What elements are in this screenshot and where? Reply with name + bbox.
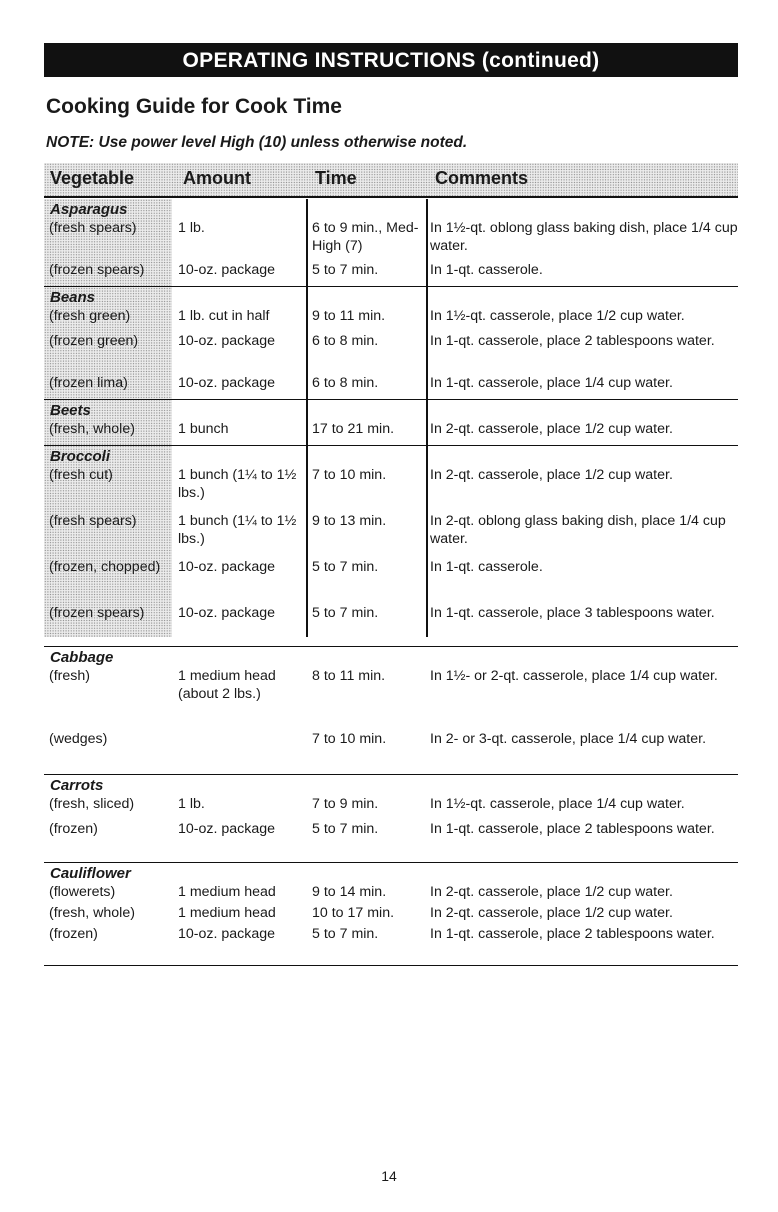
table-row [44, 730, 738, 774]
vegetable-cell: (fresh, whole) [49, 421, 135, 437]
amount-cell: 1 lb. [178, 796, 205, 812]
amount-cell: 10-oz. package [178, 375, 276, 391]
amount-cell: 1 lb. cut in half [178, 308, 270, 324]
table-row [44, 420, 738, 445]
table-row [44, 219, 738, 261]
amount-cell: 10-oz. package [178, 559, 276, 575]
power-note: NOTE: Use power level High (10) unless otherwise noted. [46, 134, 468, 151]
vegetable-group [44, 199, 738, 287]
vegetable-cell: (frozen) [49, 926, 98, 942]
table-row [44, 332, 738, 374]
vegetable-cell: (wedges) [49, 731, 108, 747]
comments-cell: In 1-qt. casserole. [430, 262, 543, 278]
time-cell: 7 to 10 min. [312, 731, 387, 747]
vegetable-cell: (fresh spears) [49, 220, 137, 236]
comments-cell: In 1½-qt. casserole, place 1/2 cup water. [430, 308, 685, 324]
amount-cell: 1 lb. [178, 220, 205, 236]
table-row [44, 820, 738, 862]
time-cell: 7 to 9 min. [312, 796, 379, 812]
comments-cell: In 1-qt. casserole, place 1/4 cup water. [430, 375, 673, 391]
time-cell: 5 to 7 min. [312, 559, 379, 575]
time-cell: 6 to 8 min. [312, 375, 379, 391]
comments-cell: In 2-qt. casserole, place 1/2 cup water. [430, 421, 673, 437]
vegetable-cell: (fresh spears) [49, 513, 137, 529]
vegetable-cell: (frozen, chopped) [49, 559, 161, 575]
table-row [44, 466, 738, 512]
table-row [44, 558, 738, 604]
vegetable-group-name: Carrots [50, 777, 104, 794]
page-title: Cooking Guide for Cook Time [46, 95, 342, 118]
time-cell: 5 to 7 min. [312, 262, 379, 278]
vegetable-cell: (fresh, sliced) [49, 796, 135, 812]
header-vegetable: Vegetable [50, 168, 135, 188]
comments-cell: In 1½-qt. oblong glass baking dish, place 1/4 cup water. [430, 220, 738, 254]
time-cell: 10 to 17 min. [312, 905, 395, 921]
vegetable-group [44, 287, 738, 400]
table-row [44, 883, 738, 904]
comments-cell: In 2-qt. casserole, place 1/2 cup water. [430, 467, 673, 483]
amount-cell: 10-oz. package [178, 262, 276, 278]
table-row [44, 374, 738, 399]
time-cell: 6 to 9 min., Med-High (7) [312, 220, 419, 254]
header-rule [44, 196, 738, 198]
vegetable-group [44, 446, 738, 647]
vegetable-group [44, 400, 738, 446]
time-cell: 17 to 21 min. [312, 421, 395, 437]
time-cell: 5 to 7 min. [312, 926, 379, 942]
vegetable-cell: (fresh green) [49, 308, 131, 324]
cooking-guide-table [44, 199, 738, 966]
vegetable-cell: (fresh, whole) [49, 905, 135, 921]
amount-cell: 10-oz. package [178, 333, 276, 349]
comments-cell: In 1-qt. casserole. [430, 559, 543, 575]
vegetable-cell: (frozen green) [49, 333, 139, 349]
vegetable-group-name: Cauliflower [50, 865, 131, 882]
comments-cell: In 1-qt. casserole, place 2 tablespoons water. [430, 926, 715, 942]
vegetable-group [44, 647, 738, 775]
time-cell: 5 to 7 min. [312, 821, 379, 837]
amount-cell: 1 medium head [178, 905, 276, 921]
table-row [44, 604, 738, 646]
time-cell: 8 to 11 min. [312, 668, 386, 684]
comments-cell: In 1-qt. casserole, place 2 tablespoons water. [430, 821, 715, 837]
table-row [44, 795, 738, 820]
amount-cell: 1 bunch [178, 421, 229, 437]
time-cell: 9 to 11 min. [312, 308, 386, 324]
header-amount: Amount [183, 168, 251, 188]
amount-cell: 10-oz. package [178, 821, 276, 837]
time-cell: 6 to 8 min. [312, 333, 379, 349]
amount-cell: 10-oz. package [178, 605, 276, 621]
comments-cell: In 1-qt. casserole, place 3 tablespoons water. [430, 605, 715, 621]
vegetable-group [44, 863, 738, 966]
comments-cell: In 1-qt. casserole, place 2 tablespoons water. [430, 333, 715, 349]
amount-cell: 1 medium head (about 2 lbs.) [178, 668, 276, 702]
vegetable-group-name: Broccoli [50, 448, 111, 465]
vegetable-group-name: Beans [50, 289, 96, 306]
vegetable-group-name: Cabbage [50, 649, 114, 666]
comments-cell: In 1½- or 2-qt. casserole, place 1/4 cup water. [430, 668, 718, 684]
table-header [44, 163, 738, 196]
comments-cell: In 2-qt. casserole, place 1/2 cup water. [430, 905, 673, 921]
vegetable-cell: (frozen) [49, 821, 98, 837]
comments-cell: In 2-qt. oblong glass baking dish, place 1/4 cup water. [430, 513, 726, 547]
table-row [44, 904, 738, 925]
comments-cell: In 2-qt. casserole, place 1/2 cup water. [430, 884, 673, 900]
table-row [44, 925, 738, 965]
amount-cell: 1 bunch (1¼ to 1½ lbs.) [178, 467, 297, 501]
amount-cell: 1 medium head [178, 884, 276, 900]
vegetable-cell: (flowerets) [49, 884, 116, 900]
comments-cell: In 2- or 3-qt. casserole, place 1/4 cup water. [430, 731, 707, 747]
time-cell: 9 to 13 min. [312, 513, 387, 529]
vegetable-group-name: Beets [50, 402, 91, 419]
vegetable-group [44, 775, 738, 863]
vegetable-cell: (frozen spears) [49, 605, 145, 621]
amount-cell: 10-oz. package [178, 926, 276, 942]
page-number: 14 [381, 1168, 397, 1184]
time-cell: 5 to 7 min. [312, 605, 379, 621]
vegetable-cell: (frozen lima) [49, 375, 128, 391]
table-row [44, 512, 738, 558]
vegetable-cell: (frozen spears) [49, 262, 145, 278]
comments-cell: In 1½-qt. casserole, place 1/4 cup water. [430, 796, 685, 812]
vegetable-cell: (fresh cut) [49, 467, 113, 483]
table-row [44, 667, 738, 730]
section-banner: OPERATING INSTRUCTIONS (continued) [44, 43, 738, 77]
time-cell: 9 to 14 min. [312, 884, 387, 900]
table-row [44, 261, 738, 286]
table-row [44, 307, 738, 332]
header-time: Time [315, 168, 357, 188]
amount-cell: 1 bunch (1¼ to 1½ lbs.) [178, 513, 297, 547]
header-comments: Comments [435, 168, 529, 188]
vegetable-cell: (fresh) [49, 668, 90, 684]
vegetable-group-name: Asparagus [50, 201, 128, 218]
amount-cell [172, 730, 306, 771]
time-cell: 7 to 10 min. [312, 467, 387, 483]
